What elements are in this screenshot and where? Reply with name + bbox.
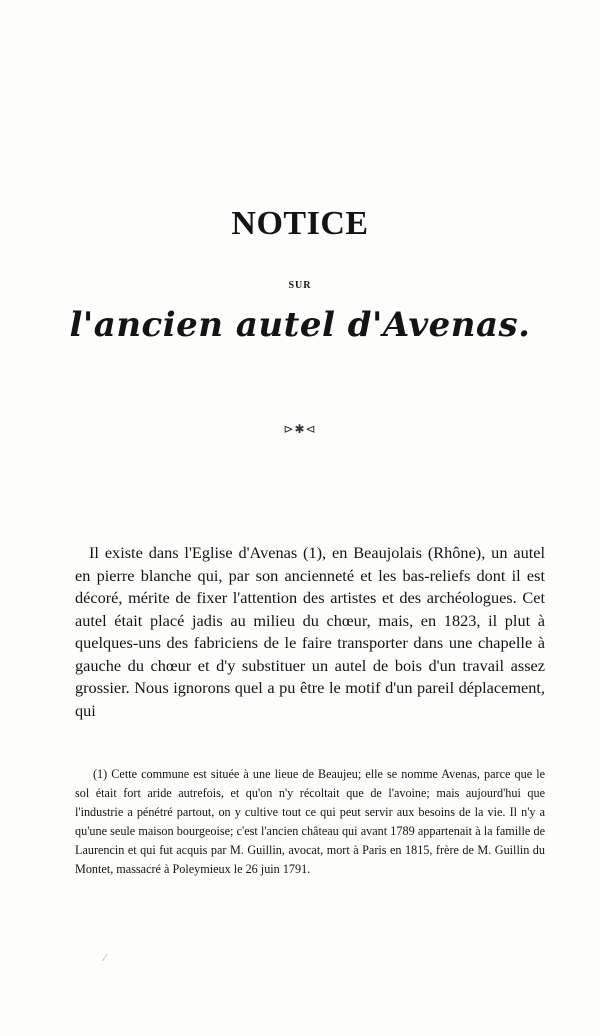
footnote-text: (1) Cette commune est située à une lieue de Beaujeu; elle se nomme Avenas, parce que le sol était fort aride autrefois, et qu'on n'y récoltait que de l'avoine; mais aujourd'hui que l'industrie a pénétré partout, on y cultive tout ce qui peut servir aux besoins de la vie. Il n'y a qu'une seule maison bourgeoise; c'est l'ancien château qui avant 1789 appartenait à la famille de Laurencin et qui fut acquis par M. Guillin, avocat, mort à Paris en 1815, frère de M. Guillin du Montet, massacré à Poleymieux le 26 juin 1791. [75,767,545,876]
ornament-divider: ⊳✱⊲ [283,422,317,436]
stray-mark: ⁄ [104,953,106,964]
footnote [75,765,545,878]
notice-title: NOTICE [231,205,369,242]
body-paragraph: Il existe dans l'Eglise d'Avenas (1), en Beaujolais (Rhône), un autel en pierre blanche qui, par son ancienneté et les bas-reliefs dont il est décoré, mérite de fixer l'attention des artistes et des archéologues. Cet autel était placé jadis au milieu du chœur, mais, en 1823, il plut à quelques-uns des fabriciens de le faire transporter dans une chapelle à gauche du chœur et d'y substituer un autel de bois d'un travail assez grossier. Nous ignorons quel a pu être le motif d'un pareil déplacement, qui [75,543,545,720]
body-text [75,542,545,722]
document-subtitle: l'ancien autel d'Avenas. [69,305,531,345]
title-connector: SUR [288,280,312,291]
